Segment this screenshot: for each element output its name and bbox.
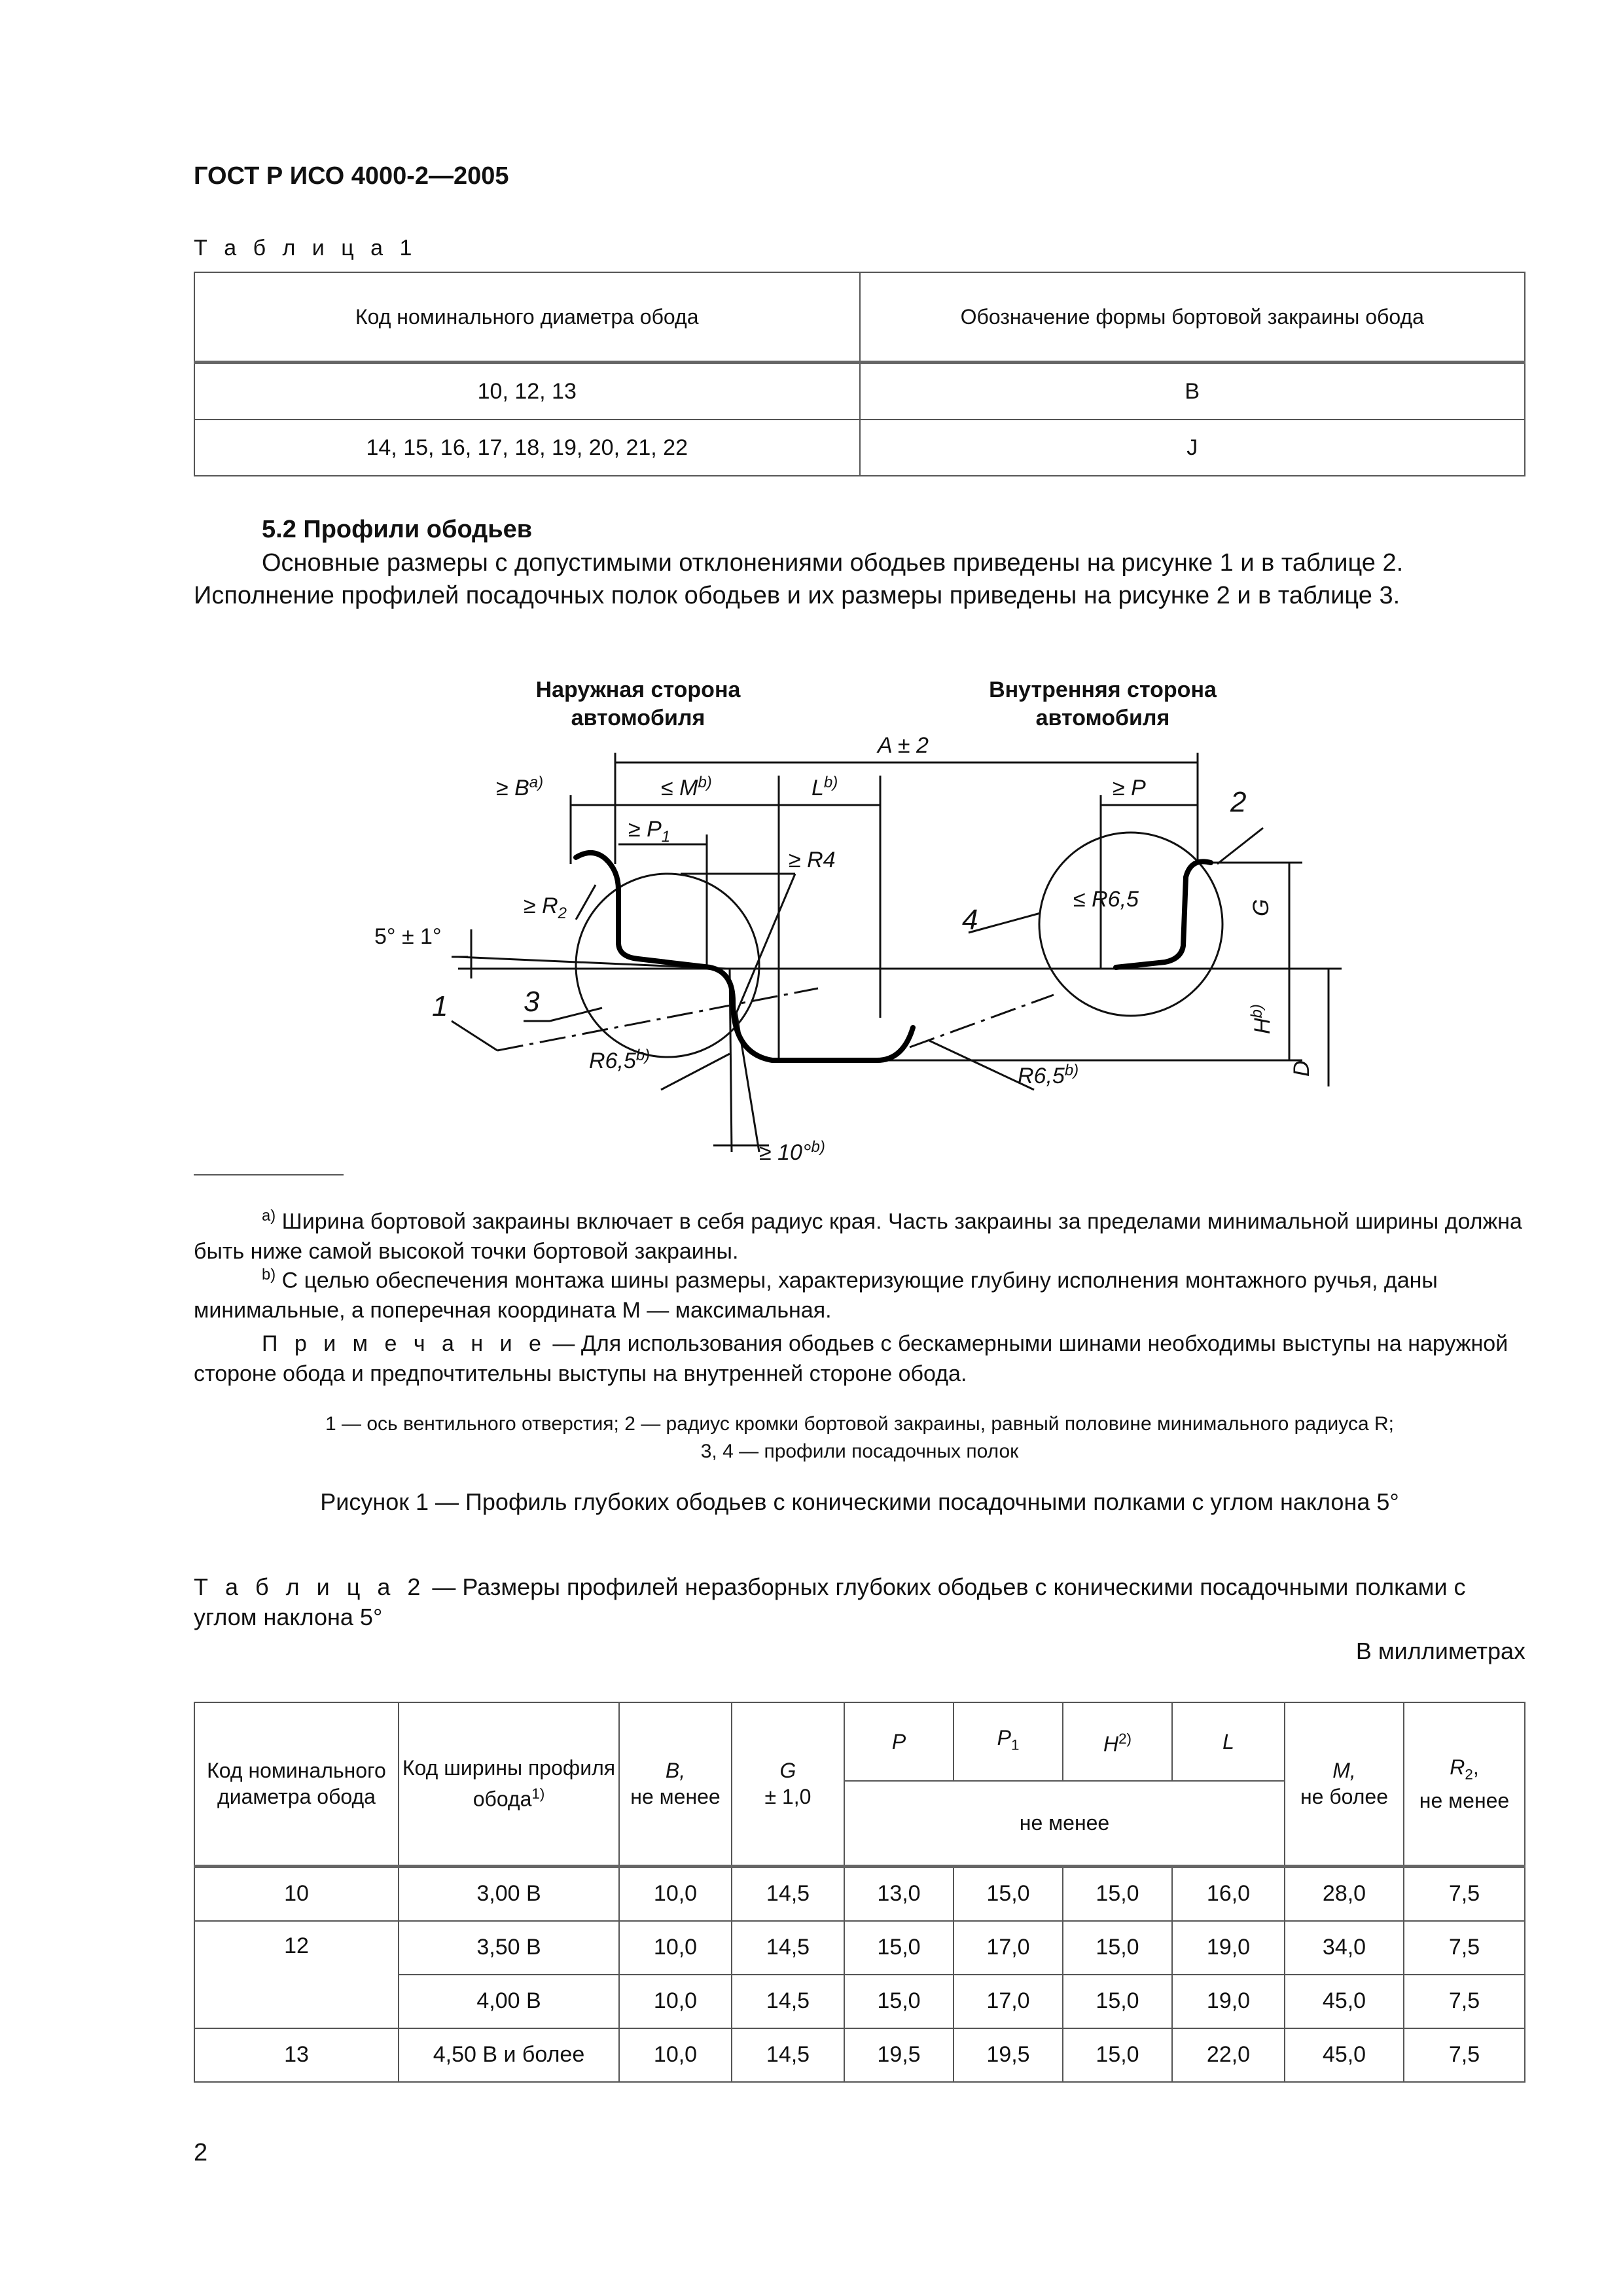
table1-cell: 14, 15, 16, 17, 18, 19, 20, 21, 22: [194, 420, 860, 476]
table2-cell: 15,0: [1063, 1921, 1172, 1975]
figure-legend: 1 — ось вентильного отверстия; 2 — радиус кромки бортовой закраины, равный половине минимального радиуса R; 3, 4 — профили посадочных полок: [325, 1413, 1394, 1462]
table2-cell: 7,5: [1404, 1975, 1525, 2028]
label-a: A ± 2: [878, 733, 929, 758]
table2-cell: 14,5: [732, 1866, 844, 1921]
table2-cell: 19,0: [1172, 1921, 1285, 1975]
document-header: ГОСТ Р ИСО 4000-2—2005: [194, 162, 509, 190]
label-ten-degrees: ≥ 10°$^{b)}$: [759, 1138, 825, 1165]
table2-cell: 15,0: [844, 1921, 954, 1975]
table2-header-m: M, не более: [1285, 1702, 1404, 1866]
label-g: G: [1249, 899, 1274, 916]
label-callout-2: 2: [1230, 786, 1247, 818]
figure-outer-side-line1: Наружная сторона: [535, 677, 741, 702]
section-paragraph-2: Исполнение профилей посадочных полок ободьев и их размеры приведены на рисунке 2 и в таблице 3.: [194, 582, 1400, 609]
table2-header-code-diam: Код номинального диаметра обода: [194, 1702, 399, 1866]
table2-cell: 10,0: [619, 1921, 732, 1975]
table2-cell: 13,0: [844, 1866, 954, 1921]
label-b: ≥ $B^{a)}$: [496, 774, 544, 800]
table2: [194, 1702, 1525, 2083]
table2-cell: 34,0: [1285, 1921, 1404, 1975]
figure-inner-side-line1: Внутренняя сторона: [989, 677, 1217, 702]
label-r65-right: R6,5$^{b)}$: [1018, 1062, 1079, 1088]
section-title: 5.2 Профили ободьев: [262, 516, 533, 543]
table2-cell: 7,5: [1404, 2028, 1525, 2082]
table2-cell: 45,0: [1285, 2028, 1404, 2082]
section-paragraph-1: Основные размеры с допустимыми отклонениями ободьев приведены на рисунке 1 и в таблице 2.: [262, 549, 1404, 577]
table2-cell: 3,00 B: [399, 1866, 619, 1921]
table2-cell: 45,0: [1285, 1975, 1404, 2028]
label-r4: ≥ R4: [789, 848, 836, 872]
table2-cell: 19,0: [1172, 1975, 1285, 2028]
table2-cell: 28,0: [1285, 1866, 1404, 1921]
table1-caption: Т а б л и ц а 1: [194, 236, 418, 260]
table2-cell: 17,0: [954, 1921, 1063, 1975]
table2-cell: 10,0: [619, 2028, 732, 2082]
figure-note: П р и м е ч а н и е — Для использования ободьев с бескамерными шинами необходимы выступы на наружной стороне обода и предпочтительны выступы на внутренней стороне обода.: [194, 1331, 1508, 1386]
table2-cell: 3,50 B: [399, 1921, 619, 1975]
label-p1: ≥ $P_1$: [628, 817, 671, 846]
table2-cell: 7,5: [1404, 1866, 1525, 1921]
table2-cell: 15,0: [844, 1975, 954, 2028]
label-h: $H^{b)}$: [1248, 1004, 1275, 1034]
table2-cell: 15,0: [1063, 2028, 1172, 2082]
table2-cell: 12: [194, 1921, 399, 2028]
table2-cell: 14,5: [732, 2028, 844, 2082]
figure-inner-side-line2: автомобиля: [1035, 706, 1170, 730]
label-m: ≤ $M^{b)}$: [661, 774, 712, 800]
table2-cell: 19,5: [844, 2028, 954, 2082]
footnote-a: $^{a)}$ Ширина бортовой закраины включает в себя радиус края. Часть закраины за пределами минимальной ширины должна быть ниже самой высокой точки бортовой закраины.: [194, 1207, 1522, 1265]
table2-cell: 19,5: [954, 2028, 1063, 2082]
table2-units: В миллиметрах: [1355, 1638, 1525, 1664]
table2-header-p: P: [844, 1702, 954, 1781]
table1-header-diameter: Код номинального диаметра обода: [194, 272, 860, 363]
table2-cell: 10,0: [619, 1866, 732, 1921]
footnote-b: $^{b)}$ С целью обеспечения монтажа шины размеры, характеризующие глубину исполнения монтажного ручья, даны минимальные, а поперечная координата M — максимальная.: [194, 1266, 1438, 1323]
bead-seat-circle-right: [1039, 833, 1222, 1016]
table2-header-r2: $R_2$, не менее: [1404, 1702, 1525, 1866]
table1-cell: B: [860, 363, 1525, 420]
table2-header-l: L: [1172, 1702, 1285, 1781]
table2-cell: 15,0: [954, 1866, 1063, 1921]
page-number: 2: [194, 2139, 208, 2166]
table2-cell: 7,5: [1404, 1921, 1525, 1975]
table2-header-not-less: не менее: [844, 1781, 1285, 1866]
label-callout-4: 4: [962, 904, 978, 936]
rim-profile-right: [1116, 861, 1211, 967]
table2-cell: 10: [194, 1866, 399, 1921]
label-r2: ≥ $R_2$: [524, 893, 567, 922]
table1-cell: J: [860, 420, 1525, 476]
table2-header-g: G ± 1,0: [732, 1702, 844, 1866]
label-d: D: [1289, 1060, 1314, 1077]
label-callout-3: 3: [524, 986, 540, 1018]
table2-cell: 14,5: [732, 1921, 844, 1975]
label-callout-1: 1: [432, 990, 448, 1022]
table2-cell: 22,0: [1172, 2028, 1285, 2082]
table2-header-b: B, не менее: [619, 1702, 732, 1866]
table-row: [194, 1921, 1525, 1975]
table2-cell: 16,0: [1172, 1866, 1285, 1921]
table2-cell: 15,0: [1063, 1866, 1172, 1921]
table2-header-p1: $P_1$: [954, 1702, 1063, 1781]
table2-cell: 10,0: [619, 1975, 732, 2028]
table1-cell: 10, 12, 13: [194, 363, 860, 420]
table1-header-flange: Обозначение формы бортовой закраины обода: [860, 272, 1525, 363]
table2-cell: 17,0: [954, 1975, 1063, 2028]
figure-caption: Рисунок 1 — Профиль глубоких ободьев с коническими посадочными полками с углом наклона 5°: [320, 1488, 1399, 1515]
label-p: ≥ P: [1113, 776, 1146, 800]
label-l: $L^{b)}$: [812, 774, 838, 800]
table2-cell: 15,0: [1063, 1975, 1172, 2028]
table2-cell: 4,00 B: [399, 1975, 619, 2028]
table-row: [194, 1866, 1525, 1921]
figure-outer-side-line2: автомобиля: [571, 706, 705, 730]
label-r65-inner: ≤ R6,5: [1073, 887, 1139, 912]
table2-header-h: $H^{2)}$: [1063, 1702, 1172, 1781]
label-r65-left: R6,5$^{b)}$: [589, 1047, 651, 1073]
label-angle: 5° ± 1°: [374, 924, 442, 949]
table2-cell: 14,5: [732, 1975, 844, 2028]
table2-caption: Т а б л и ц а 2 — Размеры профилей неразборных глубоких ободьев с коническими посадочными полками с углом наклона 5°: [194, 1573, 1466, 1630]
table-row: [194, 2028, 1525, 2082]
table2-header-code-width: Код ширины профиля обода$^{1)}$: [399, 1702, 619, 1866]
table2-cell: 4,50 B и более: [399, 2028, 619, 2082]
table2-cell: 13: [194, 2028, 399, 2082]
